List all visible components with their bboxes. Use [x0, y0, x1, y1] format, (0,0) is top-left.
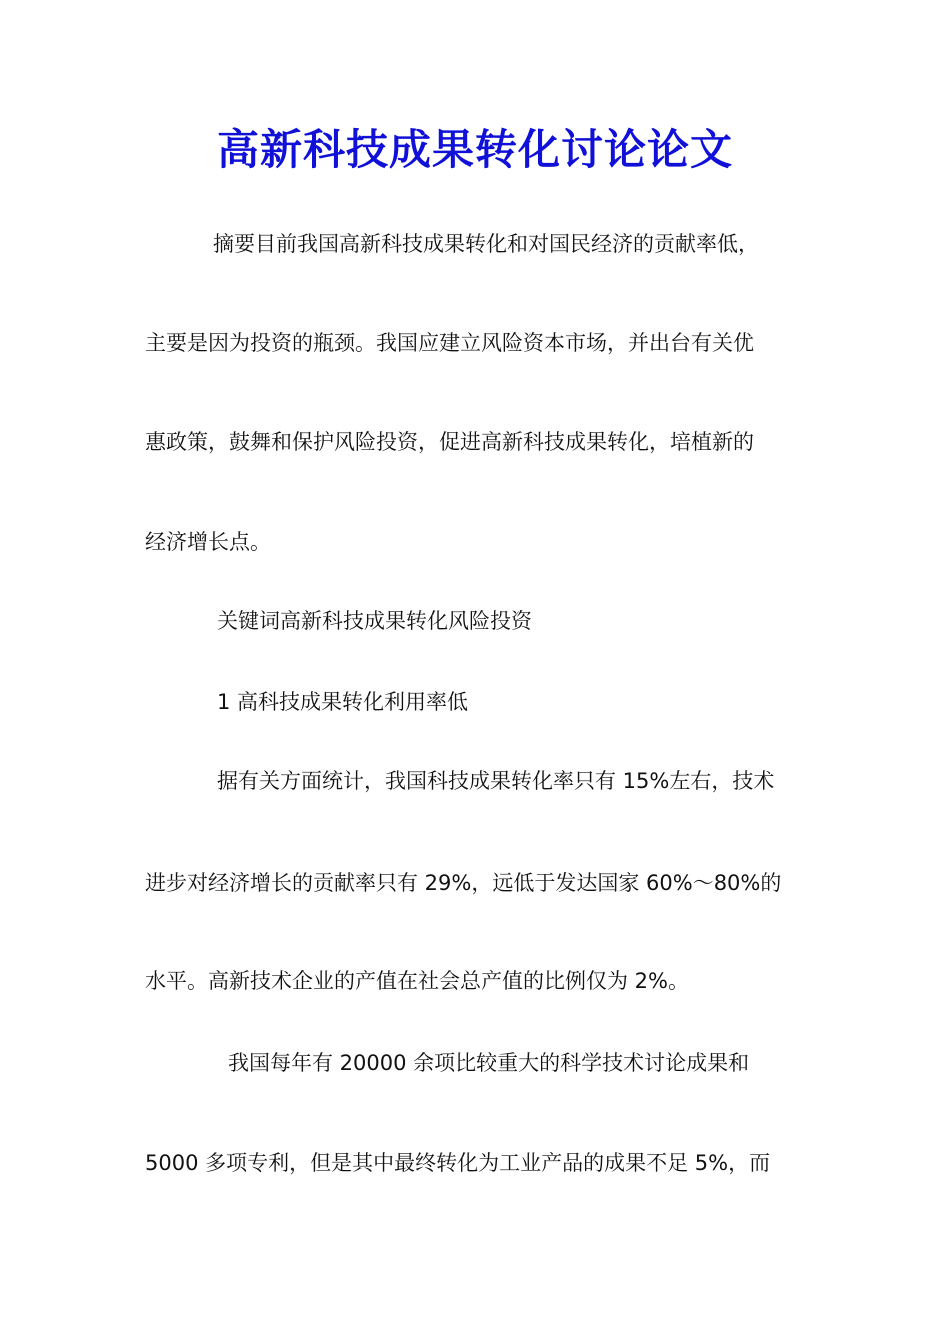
- abstract-line-2: 主要是因为投资的瓶颈。我国应建立风险资本市场，并出台有关优: [145, 331, 754, 355]
- section-heading-1: 1 高科技成果转化利用率低: [217, 690, 469, 714]
- abstract-line-3: 惠政策，鼓舞和保护风险投资，促进高新科技成果转化，培植新的: [145, 430, 754, 454]
- paragraph-1-line-1: 据有关方面统计，我国科技成果转化率只有 15%左右，技术: [217, 769, 775, 793]
- paragraph-1-line-2: 进步对经济增长的贡献率只有 29%，远低于发达国家 60%～80%的: [145, 871, 782, 895]
- keywords-line: 关键词高新科技成果转化风险投资: [217, 609, 532, 633]
- document-title: 高新科技成果转化讨论论文: [216, 125, 733, 174]
- paragraph-2-line-2: 5000 多项专利，但是其中最终转化为工业产品的成果不足 5%，而: [145, 1151, 771, 1175]
- abstract-line-4: 经济增长点。: [145, 530, 271, 554]
- paragraph-1-line-3: 水平。高新技术企业的产值在社会总产值的比例仅为 2%。: [145, 969, 689, 993]
- paragraph-2-line-1: 我国每年有 20000 余项比较重大的科学技术讨论成果和: [228, 1051, 750, 1075]
- abstract-line-1: 摘要目前我国高新科技成果转化和对国民经济的贡献率低，: [213, 232, 759, 256]
